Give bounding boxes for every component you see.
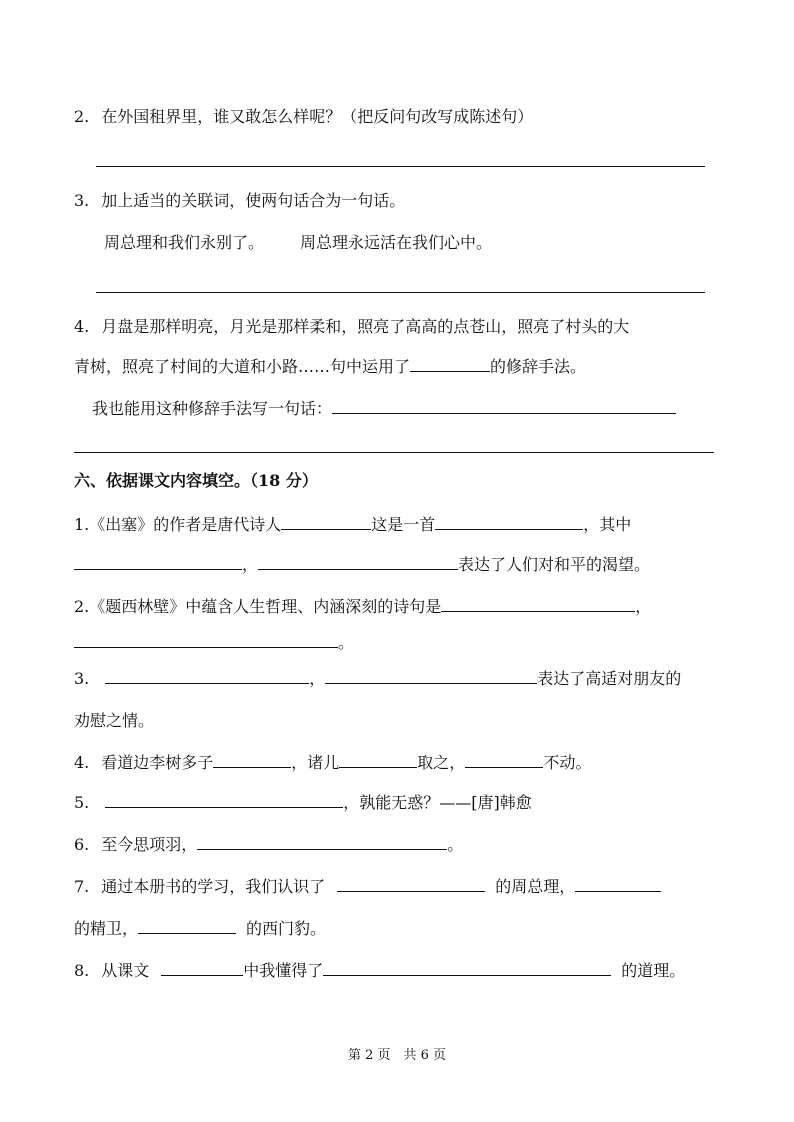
s6-item1-text-e: 表达了人们对和平的渴望。 [458, 555, 651, 574]
s6-item8-blank-1[interactable] [161, 960, 243, 976]
s6-item4-text-c: 取之， [417, 753, 466, 772]
q3-text: 加上适当的关联词，使两句话合为一句话。 [101, 191, 406, 210]
s6-item3-line2 [74, 710, 154, 732]
s6-item4-blank-1[interactable] [213, 752, 291, 768]
s6-item4-text-d: 不动。 [543, 753, 592, 772]
q4-blank-rhetoric[interactable] [410, 356, 490, 372]
q4-line2 [74, 356, 586, 378]
section6-title-text: 六、依据课文内容填空。（18 分） [74, 471, 318, 490]
s6-item6-line [74, 834, 463, 856]
s6-item2-text-b: ， [635, 597, 652, 616]
s6-item1-blank-poet[interactable] [281, 514, 371, 530]
q3-sentence-a: 周总理和我们永别了。 [104, 233, 265, 252]
s6-item1-line1 [74, 514, 631, 536]
q2-answer-line[interactable] [96, 166, 705, 167]
q2-text: 在外国租界里，谁又敢怎么样呢？（把反问句改写成陈述句） [101, 107, 534, 126]
q4-text-line3: 我也能用这种修辞手法写一句话： [92, 399, 333, 418]
s6-item1-blank-line2[interactable] [258, 554, 458, 570]
s6-item2-blank-2[interactable] [74, 632, 338, 648]
s6-item4-number: 4. [74, 753, 90, 772]
q4-text-line2a: 青树，照亮了村间的大道和小路……句中运用了 [74, 357, 411, 376]
s6-item7-text-c: 的精卫， [74, 919, 139, 938]
s6-item7-text-b: 的周总理， [495, 877, 576, 896]
q2-number: 2. [74, 107, 90, 126]
s6-item1-text-a: 1.《出塞》的作者是唐代诗人 [74, 515, 282, 534]
s6-item1-text-d: ， [242, 555, 259, 574]
s6-item7-blank-3[interactable] [138, 918, 236, 934]
q2-line [74, 106, 533, 128]
s6-item6-number: 6. [74, 835, 90, 854]
q4-blank-sentence[interactable] [332, 398, 676, 414]
q4-answer-line[interactable] [74, 452, 714, 453]
s6-item3-line1 [74, 668, 681, 690]
s6-item6-text-a: 至今思项羽， [101, 835, 198, 854]
s6-item5-line [74, 792, 532, 814]
s6-item3-text-d: 劝慰之情。 [74, 711, 155, 730]
s6-item7-line2 [74, 918, 326, 940]
q3-sentences [104, 232, 492, 254]
s6-item8-number: 8. [74, 961, 90, 980]
s6-item3-text-c: 表达了高适对朋友的 [537, 669, 682, 688]
s6-item8-line [74, 960, 685, 982]
s6-item1-text-c: ，其中 [583, 515, 632, 534]
s6-item4-text-b: ，诸儿 [291, 753, 340, 772]
s6-item4-text-a: 看道边李树多子 [101, 753, 214, 772]
s6-item4-blank-3[interactable] [465, 752, 543, 768]
q4-line3 [92, 398, 676, 420]
q3-sentence-b: 周总理永远活在我们心中。 [300, 233, 493, 252]
q4-text-line2b: 的修辞手法。 [490, 357, 587, 376]
s6-item2-line2 [74, 632, 354, 654]
s6-item4-line [74, 752, 591, 774]
s6-item1-blank-type[interactable] [435, 514, 583, 530]
s6-item7-text-a: 通过本册书的学习，我们认识了 [101, 877, 326, 896]
s6-item2-text-c: 。 [338, 633, 355, 652]
s6-item1-blank-line1[interactable] [74, 554, 242, 570]
s6-item6-blank[interactable] [197, 834, 447, 850]
q3-number: 3. [74, 191, 90, 210]
s6-item8-text-c: 的道理。 [621, 961, 686, 980]
s6-item3-blank-2[interactable] [325, 668, 537, 684]
s6-item7-line1 [74, 876, 661, 898]
s6-item8-text-b: 中我懂得了 [243, 961, 324, 980]
q4-line1 [74, 316, 629, 338]
s6-item4-blank-2[interactable] [339, 752, 417, 768]
q3-line [74, 190, 405, 212]
s6-item2-line1 [74, 596, 651, 618]
s6-item3-number: 3. [74, 669, 90, 688]
s6-item8-text-a: 从课文 [101, 961, 150, 980]
q4-number: 4. [74, 317, 90, 336]
s6-item8-blank-2[interactable] [323, 960, 611, 976]
s6-item5-number: 5. [74, 793, 90, 812]
s6-item6-text-b: 。 [447, 835, 464, 854]
s6-item5-text-a: ，孰能无惑？——[唐]韩愈 [343, 793, 532, 812]
s6-item5-blank[interactable] [105, 792, 343, 808]
page-footer [0, 1047, 794, 1065]
s6-item2-blank-1[interactable] [441, 596, 635, 612]
s6-item7-text-d: 的西门豹。 [246, 919, 327, 938]
page-number: 第 2 页 共 6 页 [347, 1048, 447, 1063]
q4-text-line1: 月盘是那样明亮，月光是那样柔和，照亮了高高的点苍山，照亮了村头的大 [101, 317, 630, 336]
s6-item3-text-b: ， [309, 669, 326, 688]
section6-title [74, 470, 318, 492]
s6-item1-text-b: 这是一首 [371, 515, 436, 534]
s6-item7-number: 7. [74, 877, 90, 896]
s6-item7-blank-2[interactable] [575, 876, 661, 892]
s6-item3-blank-1[interactable] [105, 668, 309, 684]
q3-answer-line[interactable] [96, 292, 705, 293]
s6-item2-text-a: 2.《题西林壁》中蕴含人生哲理、内涵深刻的诗句是 [74, 597, 442, 616]
s6-item1-line2 [74, 554, 650, 576]
s6-item7-blank-1[interactable] [337, 876, 485, 892]
